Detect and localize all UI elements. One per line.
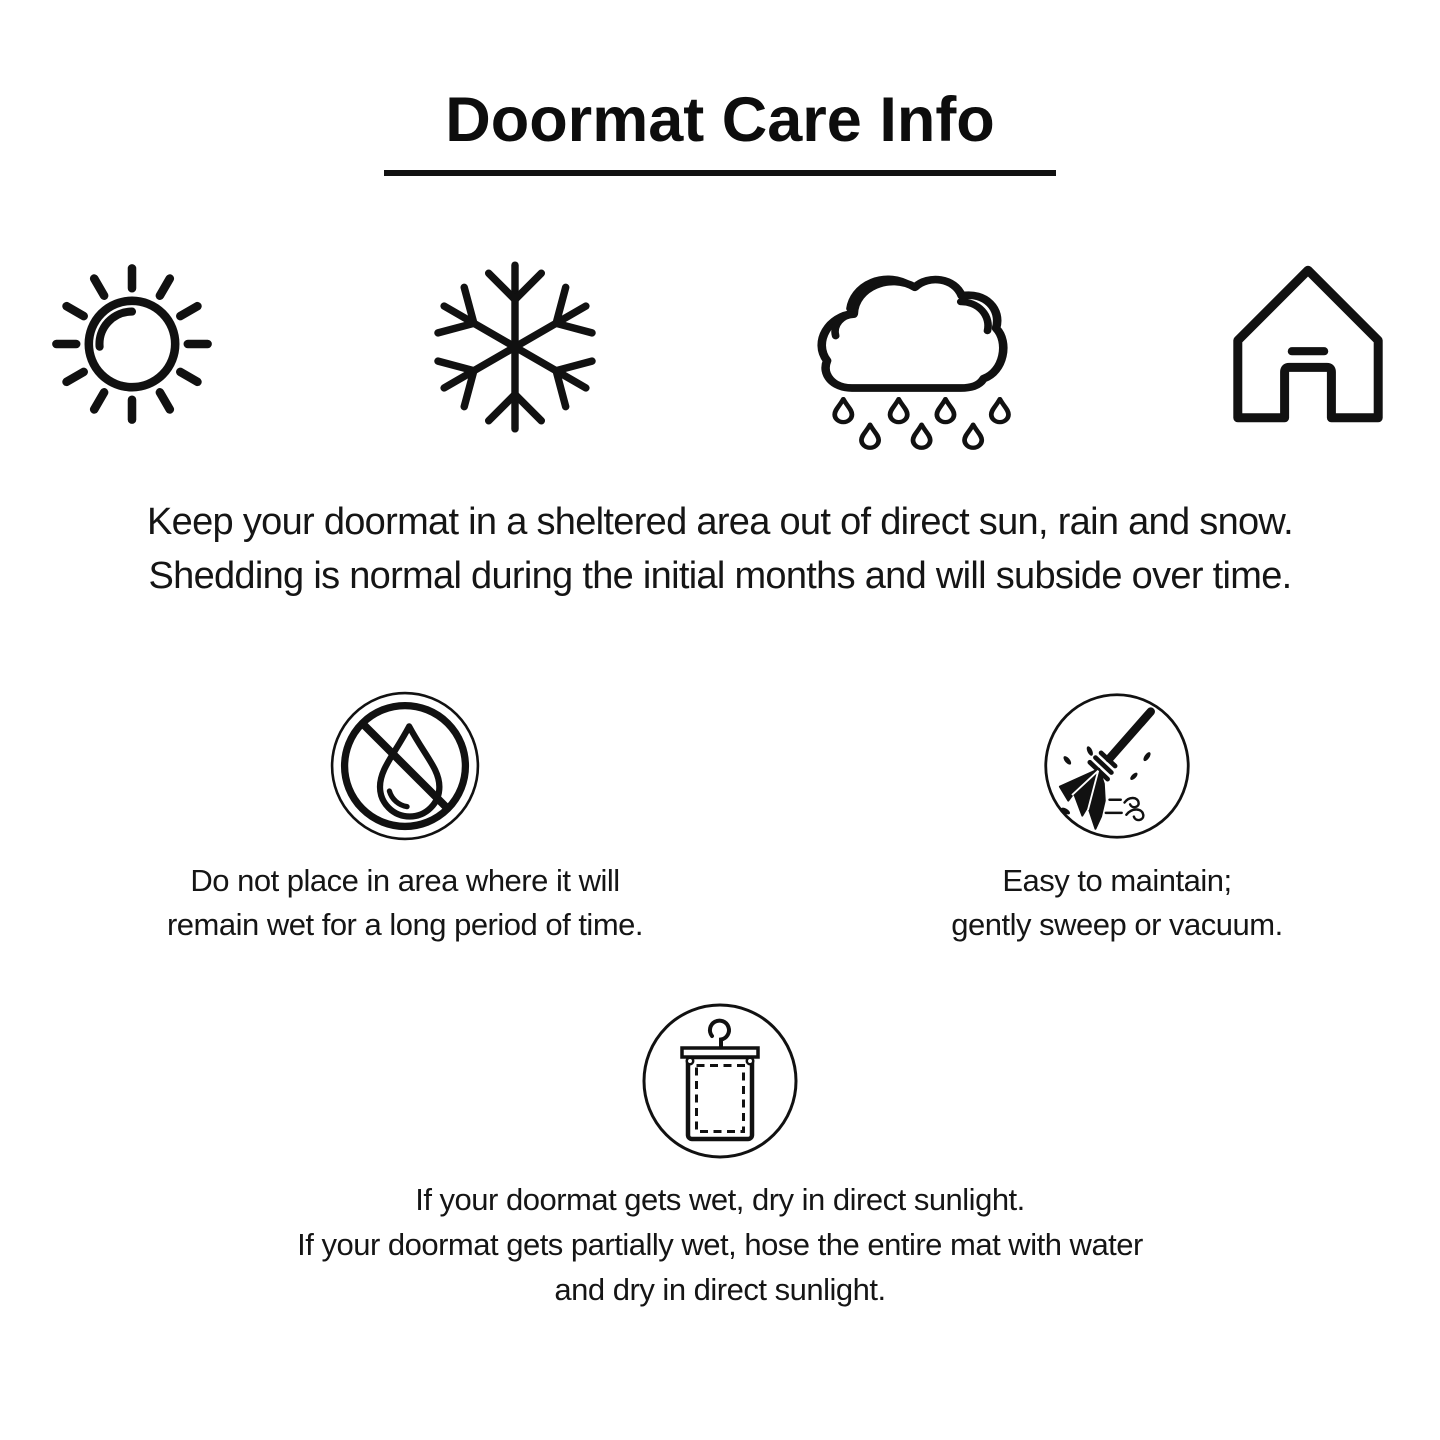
- no-water-drop-icon: [330, 691, 480, 841]
- caption-line: If your doormat gets partially wet, hose the entire mat with water: [297, 1227, 1143, 1262]
- intro-text: [0, 495, 1440, 603]
- sweep-caption: [882, 859, 1352, 947]
- sweep-broom-icon: [1042, 691, 1192, 841]
- caption-line: gently sweep or vacuum.: [951, 907, 1283, 942]
- dry-item: [0, 1001, 1440, 1312]
- weather-icons-row: [0, 254, 1440, 452]
- caption-line: If your doormat gets wet, dry in direct sunlight.: [415, 1182, 1025, 1217]
- caption-line: remain wet for a long period of time.: [166, 907, 644, 942]
- sweep-item: [882, 691, 1352, 947]
- page-title: Doormat Care Info: [445, 85, 995, 155]
- title-underline: [384, 170, 1056, 176]
- house-icon: [1218, 254, 1398, 434]
- header: [0, 0, 1440, 176]
- intro-line: Keep your doormat in a sheltered area out of direct sun, rain and snow.: [147, 501, 1293, 543]
- dry-caption: [0, 1177, 1440, 1312]
- hang-dry-mat-icon: [640, 1001, 800, 1161]
- no-water-item: [85, 691, 725, 947]
- intro-line: Shedding is normal during the initial months and will subside over time.: [148, 555, 1292, 597]
- no-water-caption: [85, 859, 725, 947]
- sun-icon: [42, 254, 222, 434]
- caption-line: and dry in direct sunlight.: [554, 1272, 886, 1307]
- caption-line: Easy to maintain;: [1002, 863, 1232, 898]
- rain-cloud-icon: [808, 254, 1018, 452]
- care-row: [0, 691, 1440, 951]
- snowflake-icon: [422, 254, 608, 440]
- caption-line: Do not place in area where it will: [190, 863, 620, 898]
